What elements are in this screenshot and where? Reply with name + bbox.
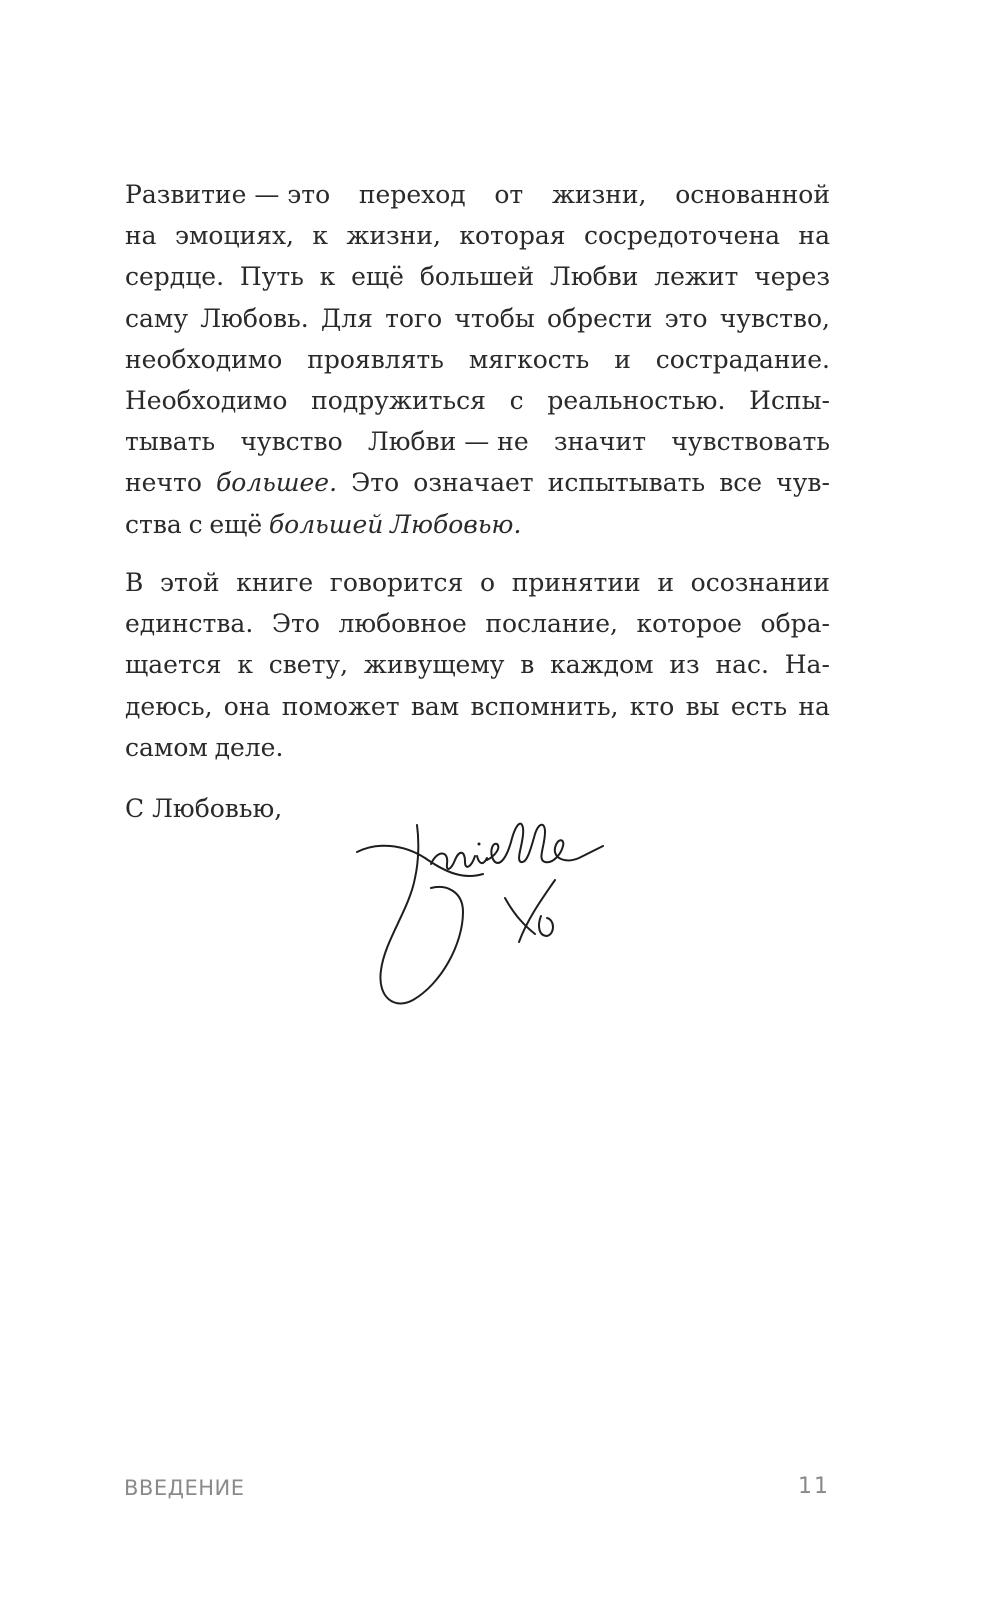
word: испытывать — [547, 468, 706, 498]
word: которая — [459, 221, 566, 251]
word: самом — [125, 732, 208, 762]
text-line — [125, 339, 830, 380]
text-line — [125, 462, 830, 503]
word: того — [385, 303, 443, 333]
word: все — [719, 468, 763, 498]
word: деле. — [214, 732, 284, 762]
word: чувство — [240, 427, 343, 457]
word: чув- — [776, 468, 830, 498]
word: вы — [685, 691, 720, 721]
word: которое — [636, 609, 742, 639]
word: через — [754, 262, 830, 292]
word: означает — [413, 468, 534, 498]
word: из — [669, 650, 700, 680]
word: На- — [784, 650, 830, 680]
word: вспомнить, — [470, 691, 619, 721]
word: свету, — [268, 650, 349, 680]
word: чувство, — [719, 303, 830, 333]
word: подружиться — [311, 385, 486, 415]
word: саму — [125, 303, 189, 333]
handwritten-signature — [355, 820, 625, 1040]
word: Это — [271, 609, 320, 639]
word: нас. — [715, 650, 769, 680]
word: тывать — [125, 427, 216, 457]
italic-word: большее. — [215, 468, 338, 498]
word: реальностью. — [547, 385, 726, 415]
word: на — [798, 221, 830, 251]
word: обра- — [760, 609, 830, 639]
word: это — [664, 303, 708, 333]
word: к — [237, 650, 253, 680]
word: Для — [320, 303, 373, 333]
word: чтобы — [454, 303, 535, 333]
text-line — [125, 298, 830, 339]
text-line — [125, 380, 830, 421]
word: лежит — [654, 262, 739, 292]
word: сосредоточена — [583, 221, 781, 251]
word: кто — [629, 691, 675, 721]
word: значит — [553, 427, 647, 457]
word: единства. — [125, 609, 254, 639]
word: Путь — [239, 262, 304, 292]
word: необходимо — [125, 344, 283, 374]
word: Любви — не — [367, 427, 529, 457]
word: принятии — [511, 568, 641, 597]
word: любовное — [338, 609, 467, 639]
page-number: 11 — [798, 1474, 830, 1499]
word: с — [188, 509, 203, 539]
word: каждом — [550, 650, 654, 680]
word: живущему — [363, 650, 505, 680]
word: большей — [419, 262, 535, 292]
word: этой — [160, 568, 220, 597]
word: Это — [351, 468, 400, 498]
word: ещё — [351, 262, 404, 292]
word: проявлять — [307, 344, 444, 374]
text-line — [125, 603, 830, 644]
word: послание, — [485, 609, 618, 639]
word: о — [480, 568, 496, 597]
word: В — [125, 568, 144, 597]
word: Необходимо — [125, 385, 288, 415]
italic-word: Любовью. — [390, 509, 522, 539]
word: Испы- — [749, 385, 830, 415]
word: от — [494, 180, 524, 209]
word: эмоциях, — [174, 221, 295, 251]
text-line — [125, 727, 830, 768]
word: жизни, — [551, 180, 647, 209]
italic-word: большей — [268, 509, 384, 539]
word: мягкость — [468, 344, 590, 374]
word: обрести — [546, 303, 653, 333]
word: к — [312, 221, 329, 251]
word: сердце. — [125, 262, 225, 292]
word: говорится — [329, 568, 464, 597]
text-line — [125, 562, 830, 603]
paragraph-1 — [125, 174, 830, 545]
word: поможет — [281, 691, 400, 721]
word: в — [520, 650, 535, 680]
word: и — [614, 344, 631, 374]
word: сострадание. — [655, 344, 830, 374]
word: нечто — [125, 468, 202, 498]
word: вам — [410, 691, 460, 721]
word: есть — [730, 691, 788, 721]
word: осознании — [690, 568, 830, 597]
word: ещё — [209, 509, 263, 539]
word: Развитие — это — [125, 180, 331, 209]
text-line — [125, 686, 830, 727]
word: жизни, — [346, 221, 441, 251]
text-line — [125, 421, 830, 462]
word: Любви — [549, 262, 639, 292]
word: деюсь, — [125, 691, 213, 721]
word: на — [125, 221, 157, 251]
word: она — [223, 691, 271, 721]
word: к — [319, 262, 336, 292]
word: и — [657, 568, 674, 597]
word: щается — [125, 650, 222, 680]
text-line — [125, 174, 830, 215]
word: основанной — [675, 180, 830, 209]
text-line — [125, 256, 830, 297]
salutation-text: С Любовью, — [125, 794, 283, 823]
text-line — [125, 644, 830, 685]
word: ства — [125, 509, 182, 539]
word: с — [509, 385, 524, 415]
text-line — [125, 504, 830, 545]
word: на — [798, 691, 830, 721]
word: чувствовать — [671, 427, 830, 457]
running-footer-section: ВВЕДЕНИЕ — [124, 1476, 245, 1500]
word: Любовь. — [200, 303, 309, 333]
word: книге — [236, 568, 314, 597]
text-line — [125, 215, 830, 256]
paragraph-2 — [125, 562, 830, 768]
word: переход — [358, 180, 466, 209]
